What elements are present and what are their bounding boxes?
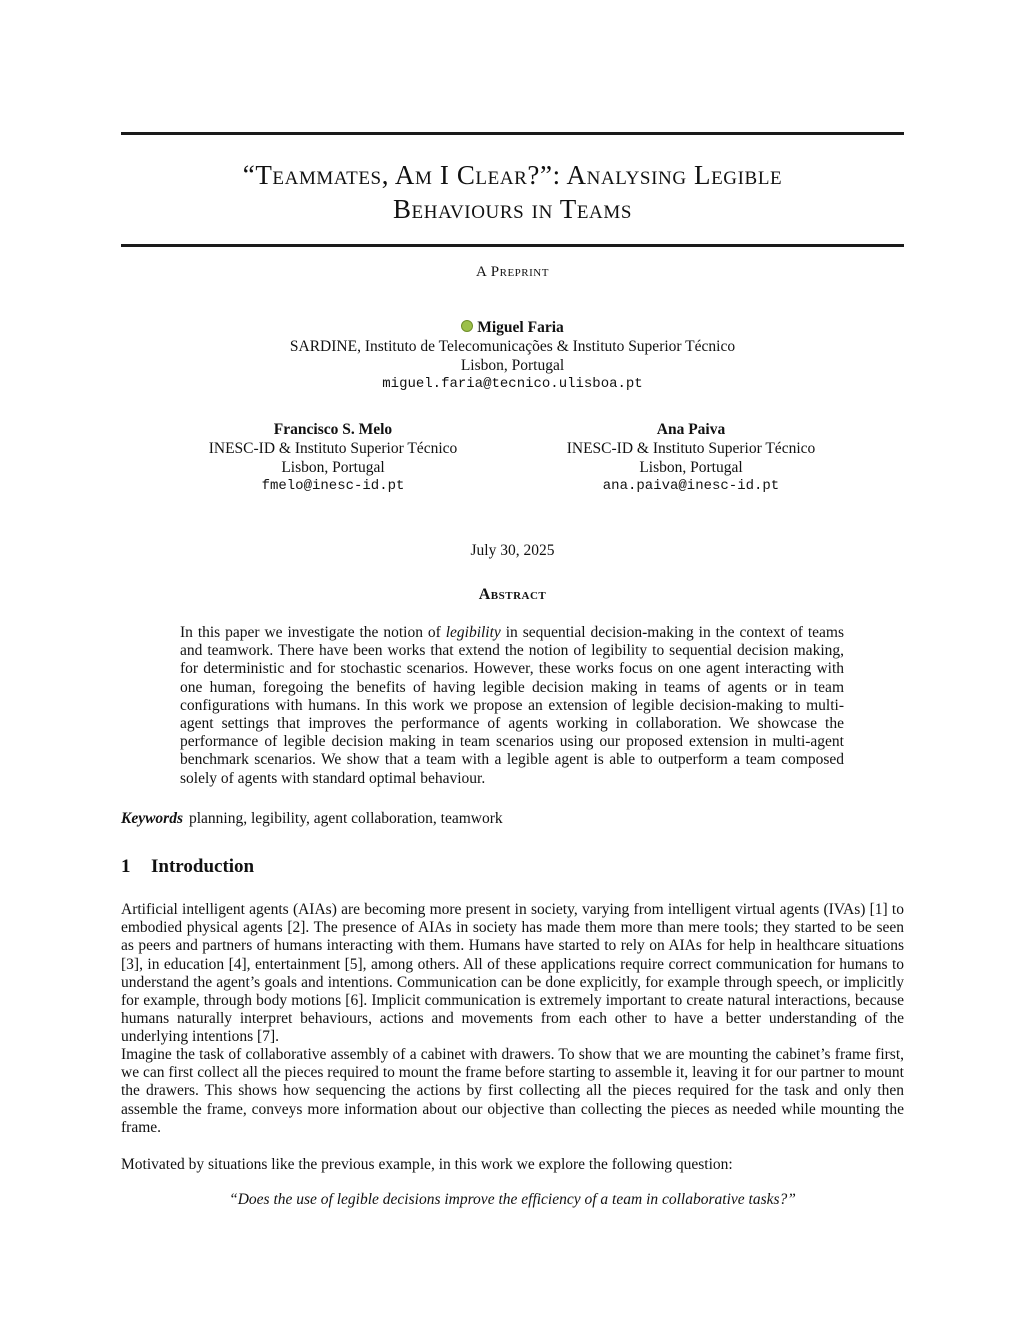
preprint-label: A Preprint <box>476 264 549 280</box>
paper-title-line-1: “Teammates, Am I Clear?”: Analysing Legible <box>242 160 783 190</box>
section-number: 1 <box>121 856 131 877</box>
author-miguel-faria <box>121 318 904 394</box>
section-heading-introduction <box>121 856 254 878</box>
author-email[interactable]: fmelo@inesc-id.pt <box>261 478 405 494</box>
keywords-list: planning, legibility, agent collaboration, teamwork <box>189 810 503 827</box>
keywords-label: Keywords <box>121 810 183 827</box>
abstract-emphasis: legibility <box>445 624 501 641</box>
section-title: Introduction <box>151 856 255 877</box>
author-francisco-melo <box>168 420 498 496</box>
author-email[interactable]: miguel.faria@tecnico.ulisboa.pt <box>382 376 643 392</box>
title-rule-top <box>121 132 904 135</box>
abstract-text <box>180 624 844 788</box>
author-location: Lisbon, Portugal <box>639 459 743 476</box>
paragraph: Artificial intelligent agents (AIAs) are becoming more present in society, varying from intelligent virtual agents (IVAs) [1] to embodied physical agents [2]. The presence of AIAs in society has made them more than mere tools; they started to be seen as peers and partners of humans interacting with them. Humans have started to rely on AIAs for help in healthcare situations [3], in education [4], entertainment [5], among others. All of these applications require correct communication for humans to understand the agent’s goals and intentions. Communication can be done explicitly, for example through speech, or implicitly for example, through body motions [6]. Implicit communication is extremely important to create natural interactions, because humans naturally interpret behaviours, actions and movements from each other to have a better understanding of the underlying intentions [7]. <box>121 901 904 1046</box>
title-rule-bottom <box>121 244 904 247</box>
paragraph: Imagine the task of collaborative assembly of a cabinet with drawers. To show that we are mounting the cabinet’s frame first, we can first collect all the pieces required to mount the frame before starting to assemble it, leaving it for our partner to mount the drawers. This shows how sequencing the actions by first collecting all the pieces required for the task and only then assemble the frame, conveys more information about our objective than collecting the pieces as needed while mounting the frame. <box>121 1046 904 1136</box>
author-ana-paiva <box>526 420 856 496</box>
author-affiliation: SARDINE, Instituto de Telecomunicações & Instituto Superior Técnico <box>289 338 736 355</box>
author-name: Miguel Faria <box>477 319 564 336</box>
paper-title-line-2: Behaviours in Teams <box>392 194 633 224</box>
author-location: Lisbon, Portugal <box>460 357 565 374</box>
orcid-icon[interactable] <box>461 320 473 332</box>
abstract-heading: Abstract <box>478 586 547 603</box>
author-name: Ana Paiva <box>656 421 726 438</box>
research-question: “Does the use of legible decisions improve the efficiency of a team in collaborative tasks?” <box>229 1191 796 1208</box>
paper-title <box>121 158 904 226</box>
author-email[interactable]: ana.paiva@inesc-id.pt <box>602 478 780 494</box>
author-location: Lisbon, Portugal <box>281 459 385 476</box>
keywords <box>121 810 904 828</box>
author-name-row <box>121 318 904 337</box>
abstract-text-start: In this paper we investigate the notion of <box>180 624 446 641</box>
author-name: Francisco S. Melo <box>273 421 393 438</box>
paper-date: July 30, 2025 <box>470 542 555 559</box>
author-affiliation: INESC-ID & Instituto Superior Técnico <box>566 440 816 457</box>
author-affiliation: INESC-ID & Instituto Superior Técnico <box>208 440 458 457</box>
abstract-text-rest: in sequential decision-making in the context of teams and teamwork. There have been works that extend the notion of legibility to sequential decision making, for deterministic and for stochastic scenarios. However, these works focus on one agent interacting with one human, foregoing the benefits of having legible decision making in teams of agents or in team configurations with humans. In this work we propose an extension of legible decision-making to multi-agent settings that improves the performance of agents working in collaboration. We showcase the performance of legible decision making in team scenarios using our proposed extension in multi-agent benchmark scenarios. We show that a team with a legible agent is able to outperform a team composed solely of agents with standard optimal behaviour. <box>180 624 844 787</box>
paragraph: Motivated by situations like the previous example, in this work we explore the following question: <box>121 1156 733 1173</box>
